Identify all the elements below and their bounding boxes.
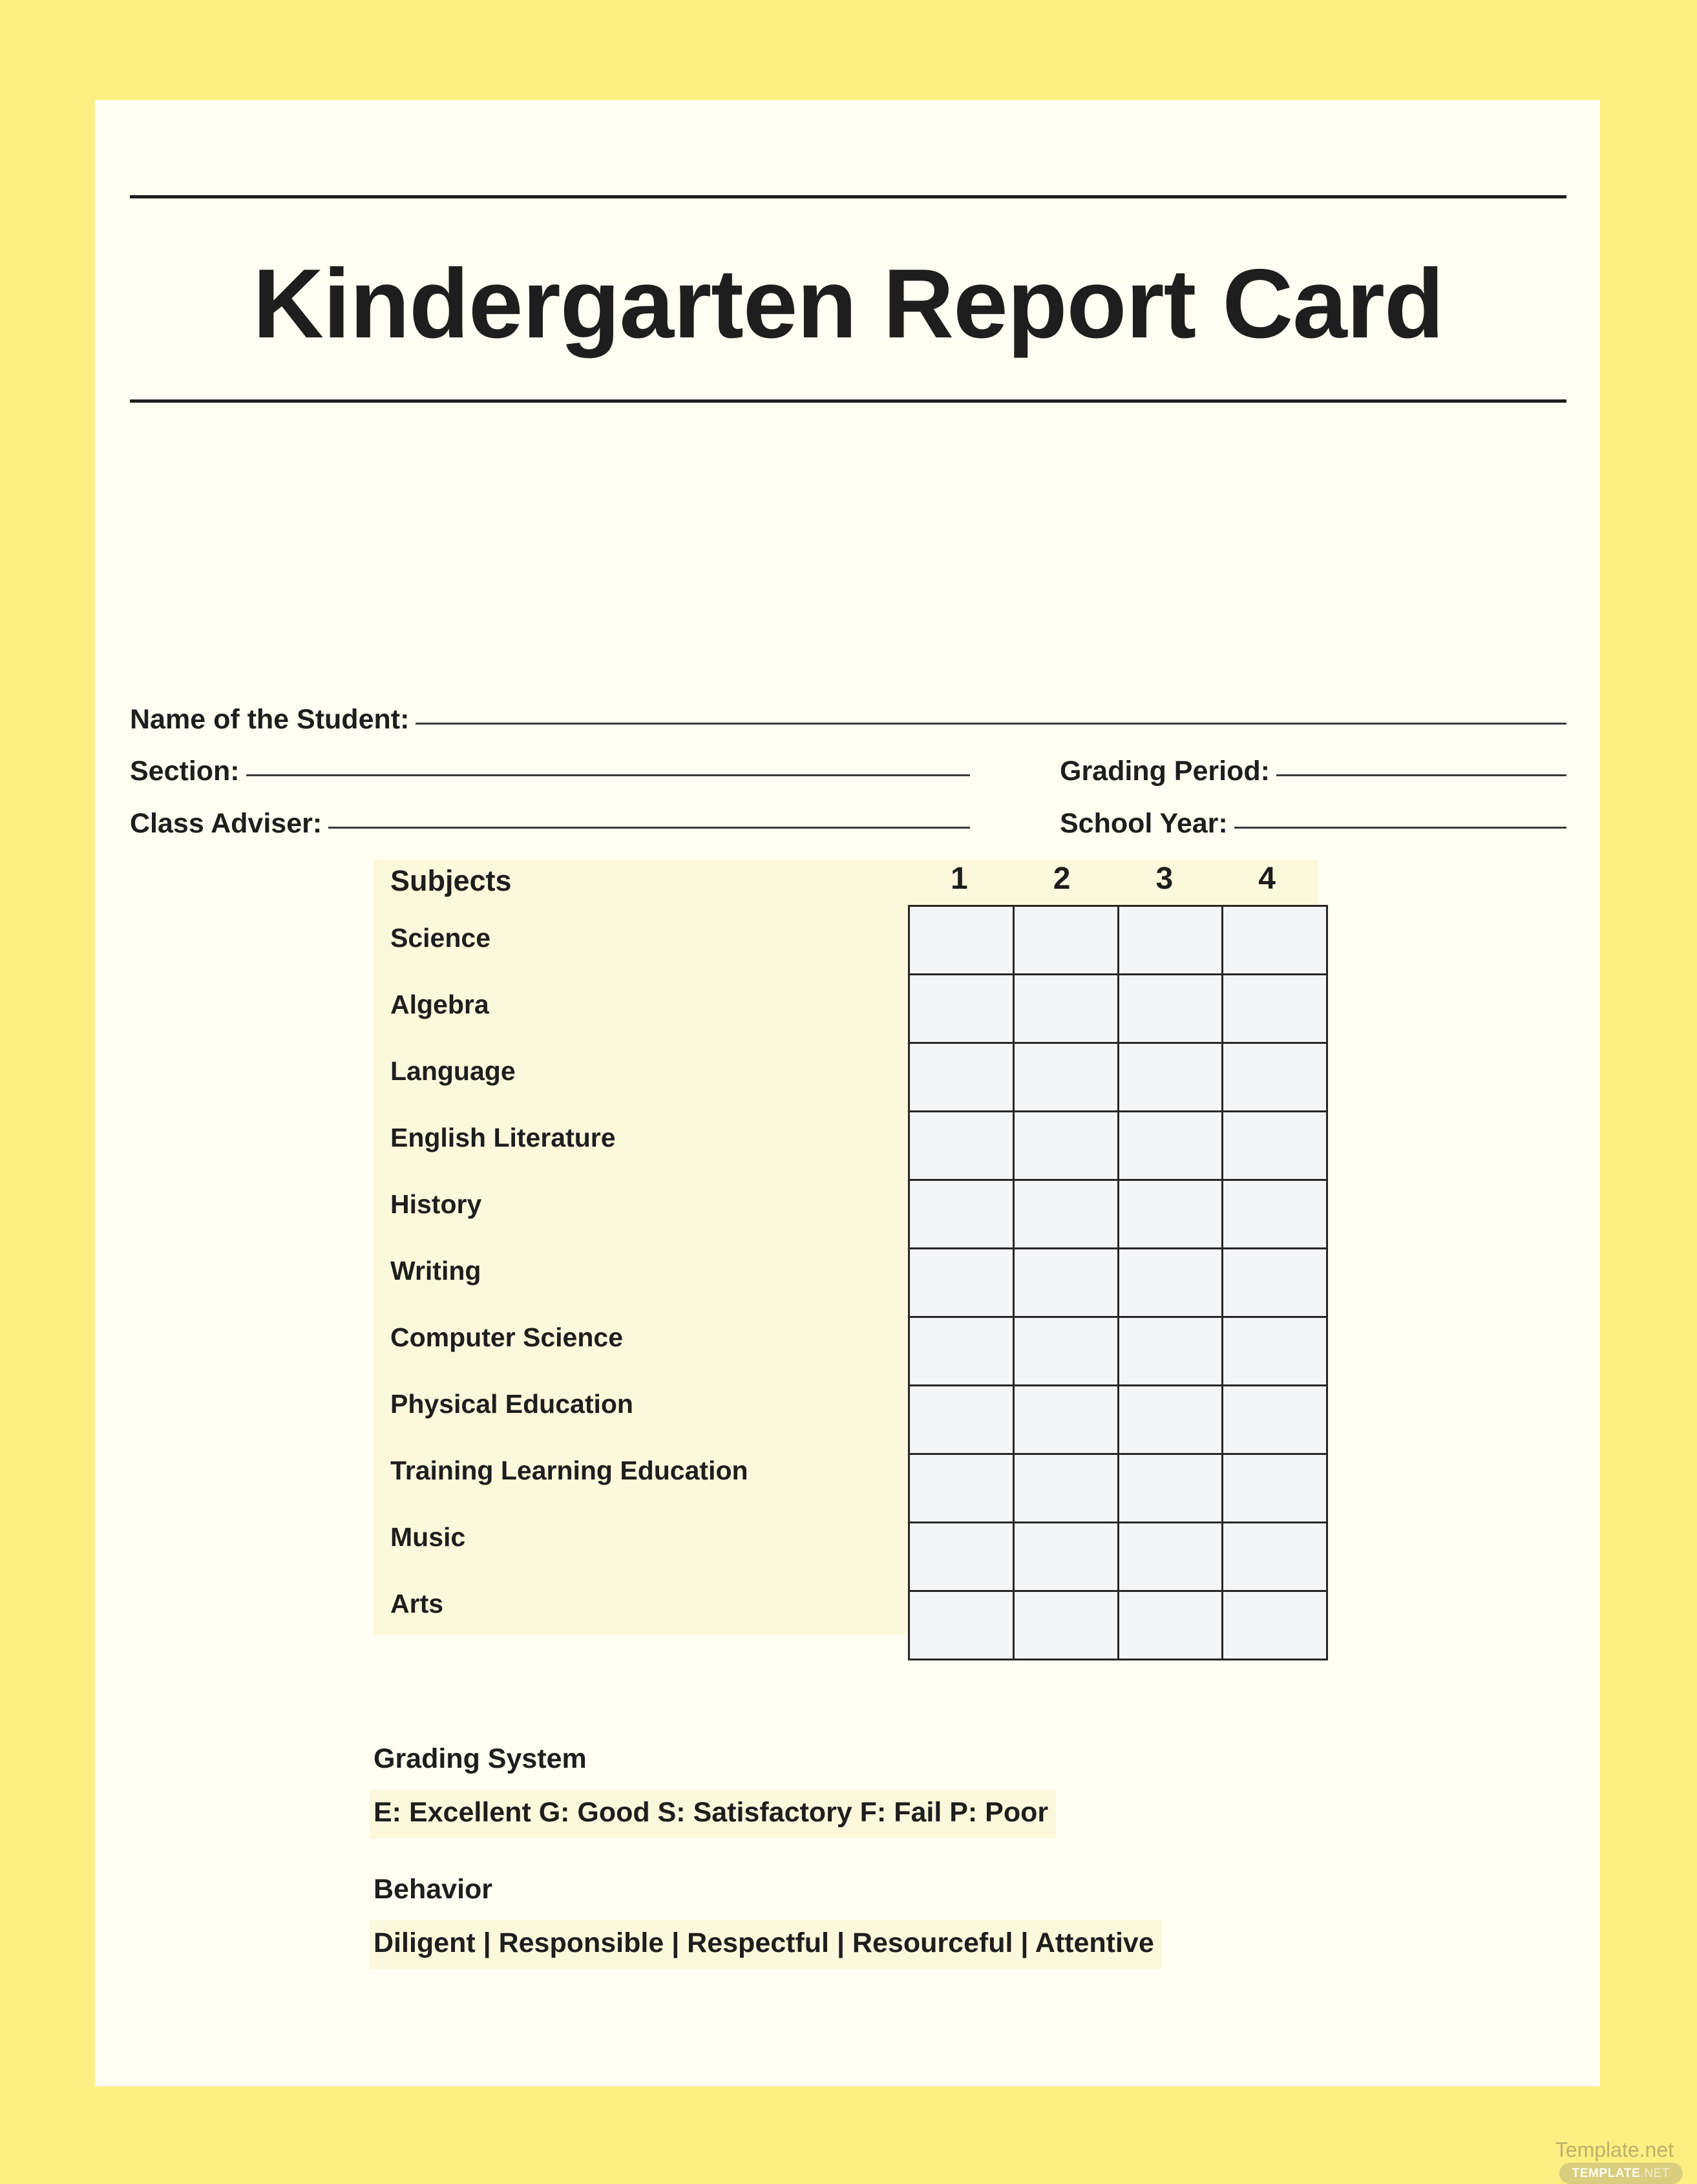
grade-cell[interactable]	[1118, 1317, 1223, 1386]
subject-label: Algebra	[390, 990, 489, 1019]
period-header-1: 1	[951, 862, 968, 896]
class-adviser-label: Class Adviser:	[130, 808, 322, 839]
field-row-class-adviser	[130, 810, 970, 838]
grade-cell[interactable]	[1013, 906, 1118, 975]
grade-cell[interactable]	[909, 1317, 1014, 1386]
grading-system-heading: Grading System	[374, 1743, 587, 1774]
grade-cell[interactable]	[909, 1591, 1014, 1660]
student-name-label: Name of the Student:	[130, 704, 410, 735]
grade-row	[909, 906, 1327, 975]
grade-cell[interactable]	[1223, 1112, 1327, 1180]
field-row-student-name	[130, 706, 1566, 734]
subject-label: Music	[390, 1522, 466, 1552]
grade-cell[interactable]	[909, 1454, 1014, 1523]
student-name-input[interactable]	[416, 722, 1566, 725]
grade-cell[interactable]	[1223, 975, 1327, 1043]
subjects-column-header: Subjects	[390, 864, 512, 897]
grade-cell[interactable]	[1223, 1249, 1327, 1317]
section-input[interactable]	[246, 774, 970, 776]
grade-cell[interactable]	[909, 1180, 1014, 1249]
grade-grid	[908, 905, 1328, 1660]
grade-cell[interactable]	[1118, 1249, 1223, 1317]
grade-cell[interactable]	[1013, 1591, 1118, 1660]
grade-row	[909, 1043, 1327, 1112]
class-adviser-input[interactable]	[328, 826, 970, 829]
grade-cell[interactable]	[909, 1249, 1014, 1317]
report-card-sheet	[95, 100, 1600, 2086]
grading-period-label: Grading Period:	[1060, 756, 1270, 787]
subject-label: History	[390, 1189, 482, 1219]
watermark-badge-strong: TEMPLATE	[1572, 2167, 1641, 2180]
grade-cell[interactable]	[1118, 1523, 1223, 1591]
grade-cell[interactable]	[1013, 1317, 1118, 1386]
period-column-headers	[908, 864, 1318, 895]
grade-cell[interactable]	[1118, 1386, 1223, 1454]
template-watermark-text: Template.net	[1555, 2138, 1674, 2161]
grade-row	[909, 1454, 1327, 1523]
grade-cell[interactable]	[1118, 1591, 1223, 1660]
grade-cell[interactable]	[1013, 1523, 1118, 1591]
grade-cell[interactable]	[1223, 1454, 1327, 1523]
grade-cell[interactable]	[909, 1043, 1014, 1112]
grade-cell[interactable]	[909, 1112, 1014, 1180]
school-year-label: School Year:	[1060, 808, 1228, 839]
grade-row	[909, 1317, 1327, 1386]
grade-cell[interactable]	[1223, 1317, 1327, 1386]
subject-label: Arts	[390, 1589, 444, 1618]
grade-cell[interactable]	[1013, 1249, 1118, 1317]
grade-cell[interactable]	[909, 906, 1014, 975]
grade-cell[interactable]	[909, 975, 1014, 1043]
behavior-traits: Diligent | Responsible | Respectful | Resourceful | Attentive	[370, 1920, 1162, 1969]
subject-label: Physical Education	[390, 1389, 633, 1419]
grade-cell[interactable]	[1118, 906, 1223, 975]
subject-label: Language	[390, 1056, 516, 1086]
grade-cell[interactable]	[1118, 975, 1223, 1043]
grade-row	[909, 1112, 1327, 1180]
grade-cell[interactable]	[1223, 1523, 1327, 1591]
grade-row	[909, 1180, 1327, 1249]
period-header-2: 2	[1053, 862, 1071, 896]
grade-cell[interactable]	[1013, 1112, 1118, 1180]
grade-cell[interactable]	[1013, 975, 1118, 1043]
period-header-3: 3	[1155, 862, 1174, 896]
grade-row	[909, 1591, 1327, 1660]
grade-cell[interactable]	[909, 1386, 1014, 1454]
page-title: Kindergarten Report Card	[253, 249, 1444, 359]
grade-grid-body	[909, 906, 1327, 1660]
watermark-badge-dim: .NET	[1640, 2167, 1670, 2180]
subject-name-list	[374, 905, 903, 1637]
grade-cell[interactable]	[1013, 1043, 1118, 1112]
grade-cell[interactable]	[1223, 1180, 1327, 1249]
subject-label: Writing	[390, 1256, 481, 1286]
grade-cell[interactable]	[1013, 1454, 1118, 1523]
grade-cell[interactable]	[1223, 906, 1327, 975]
grade-cell[interactable]	[1118, 1112, 1223, 1180]
behavior-heading: Behavior	[374, 1874, 493, 1905]
grade-cell[interactable]	[1118, 1180, 1223, 1249]
grade-cell[interactable]	[1118, 1043, 1223, 1112]
school-year-input[interactable]	[1234, 826, 1566, 829]
field-row-school-year	[1060, 810, 1566, 838]
subject-label: Science	[390, 923, 490, 953]
grade-row	[909, 1249, 1327, 1317]
grade-cell[interactable]	[1013, 1180, 1118, 1249]
grading-system-scale: E: Excellent G: Good S: Satisfactory F: Fail P: Poor	[370, 1790, 1056, 1838]
field-row-section	[130, 758, 970, 785]
subject-label: English Literature	[390, 1123, 616, 1152]
grade-row	[909, 975, 1327, 1043]
grade-cell[interactable]	[1223, 1043, 1327, 1112]
section-label: Section:	[130, 756, 240, 787]
field-row-grading-period	[1060, 758, 1566, 785]
template-watermark-badge	[1559, 2163, 1683, 2184]
grading-period-input[interactable]	[1276, 774, 1566, 776]
subject-label: Computer Science	[390, 1322, 623, 1352]
grade-cell[interactable]	[909, 1523, 1014, 1591]
subject-label: Training Learning Education	[390, 1456, 748, 1485]
subjects-table-header	[374, 860, 1318, 905]
grade-cell[interactable]	[1118, 1454, 1223, 1523]
grade-row	[909, 1523, 1327, 1591]
period-header-4: 4	[1258, 862, 1276, 896]
grade-cell[interactable]	[1223, 1386, 1327, 1454]
grade-cell[interactable]	[1013, 1386, 1118, 1454]
grade-cell[interactable]	[1223, 1591, 1327, 1660]
grade-row	[909, 1386, 1327, 1454]
